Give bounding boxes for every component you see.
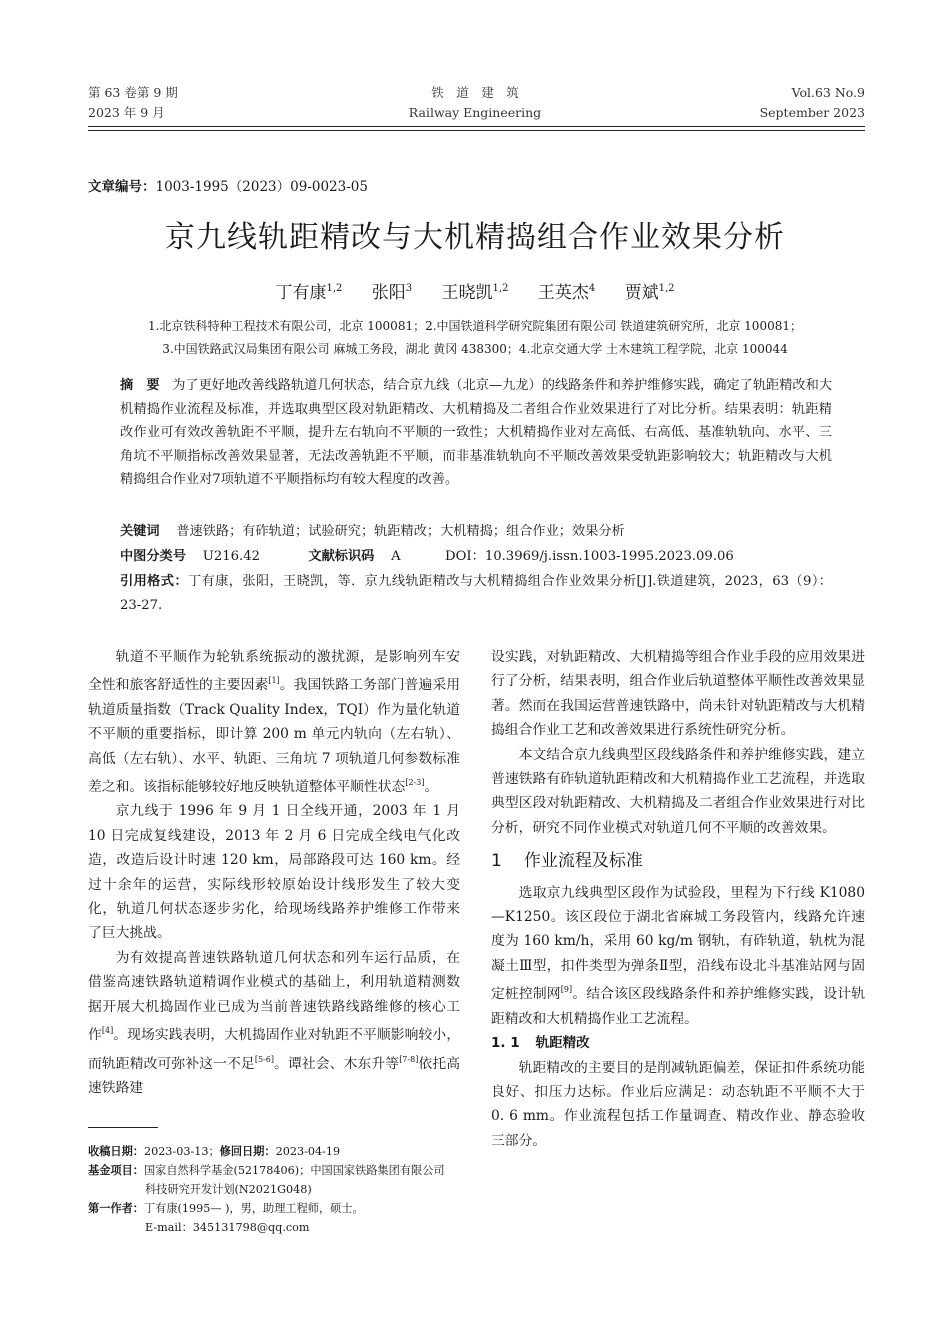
- section-heading: [491, 849, 865, 874]
- article-number: [88, 175, 368, 195]
- paragraph: 本文结合京九线典型区段线路条件和养护维修实践，建立普速铁路有砟轨道轨距精改和大机精捣作业工艺流程，并选取典型区段对轨距精改、大机精捣及二者组合作业效果进行对比分析，研究不同作业模式对轨道几何不平顺的改善效果。: [491, 746, 865, 836]
- issue-date: 2023 年 9 月: [88, 105, 165, 120]
- section-title: 作业流程及标准: [523, 851, 643, 872]
- subsection-number: 1. 1: [491, 1035, 520, 1052]
- fund: 基金项目：国家自然科学基金(52178406)；中国国家铁路集团有限公司: [88, 1164, 445, 1177]
- affiliation-line: 3.中国铁路武汉局集团有限公司 麻城工务段，湖北 黄冈 438300；4.北京交通大学 土木建筑工程学院，北京 100044: [162, 342, 788, 356]
- paragraph: 轨距精改的主要目的是削减轨距偏差，保证扣件系统功能良好、扣压力达标。作业后应满足：动态轨距不平顺不大于 0. 6 mm。作业流程包括工作量调查、精改作业、静态验收三部分。: [491, 1059, 865, 1149]
- author: 贾斌$^{1,2}$: [624, 283, 675, 303]
- paragraph: 为有效提高普速铁路轨道几何状态和列车运行品质，在借鉴高速铁路轨道精调作业模式的基础上，利用轨道精测数据开展大机捣固作业已成为当前普速铁路线路维修的核心工作[4]。现场实践表明，大机捣固作业对轨距不平顺影响较小，而轨距精改可弥补这一不足[5-6]。谭社会、木东升等[7-8]依托高速铁路建: [88, 949, 461, 1096]
- affiliation-line: 1.北京铁科特种工程技术有限公司，北京 100081；2.中国铁道科学研究院集团有限公司 铁道建筑研究所，北京 100081；: [148, 319, 802, 333]
- journal-issue-en: [600, 83, 865, 123]
- right-column: [491, 645, 865, 1153]
- abstract: [120, 374, 832, 492]
- paper-title: 京九线轨距精改与大机精捣组合作业效果分析: [165, 220, 785, 255]
- dates: 收稿日期：2023-03-13；修回日期：2023-04-19: [88, 1145, 341, 1158]
- footnote-rule: [88, 1127, 158, 1128]
- footnotes: [88, 1142, 468, 1237]
- article-number-label: 文章编号：: [88, 179, 156, 195]
- subsection-heading: [491, 1031, 865, 1055]
- header-rule: [88, 126, 865, 127]
- paragraph: 设实践，对轨距精改、大机精捣等组合作业手段的应用效果进行了分析，结果表明，组合作业后轨道整体平顺性改善效果显著。然而在我国运营普速铁路中，尚未针对轨距精改与大机精捣组合作业工艺和改善效果进行系统性研究分析。: [491, 649, 865, 739]
- abstract-text: 为了更好地改善线路轨道几何状态，结合京九线（北京—九龙）的线路条件和养护维修实践，确定了轨距精改和大机精捣作业流程及标准，并选取典型区段对轨距精改、大机精捣及二者组合作业效果进行了对比分析。结果表明：轨距精改作业可有效改善轨距不平顺，提升左右轨向不平顺的一致性；大机精捣作业对左高低、右高低、基准轨轨向、水平、三角坑不平顺指标改善效果显著，无法改善轨距不平顺，而非基准轨轨向不平顺改善效果受轨距影响较大；轨距精改与大机精捣组合作业对7项轨道不平顺指标均有较大程度的改善。: [120, 378, 833, 487]
- issue-date-en: September 2023: [759, 105, 865, 120]
- citation-text: 丁有康，张阳，王晓凯，等．京九线轨距精改与大机精捣组合作业效果分析[J].铁道建筑，2023，63（9）：23-27.: [120, 574, 832, 613]
- volume-issue: 第 63 卷第 9 期: [88, 85, 178, 100]
- citation: [120, 570, 832, 617]
- author: 王英杰$^4$: [537, 283, 596, 303]
- keywords-label: 关键词: [120, 524, 160, 539]
- author: 王晓凯$^{1,2}$: [441, 283, 509, 303]
- paragraph: 京九线于 1996 年 9 月 1 日全线开通，2003 年 1 月 10 日完成复线建设，2013 年 2 月 6 日完成全线电气化改造，改造后设计时速 120 km，局部路段可达 160 km。经过十余年的运营，实际线形较原始设计线形发生了较大变化，轨道几何状态逐步劣化，给现场线路养护维修工作带来了巨大挑战。: [88, 803, 460, 942]
- subsection-title: 轨距精改: [535, 1035, 590, 1052]
- journal-name-cn: 铁 道 建 筑: [431, 85, 519, 100]
- email: E-mail：345131798@qq.com: [145, 1221, 310, 1234]
- classification: [120, 545, 832, 569]
- clc-value: U216.42: [202, 549, 260, 564]
- left-column: [88, 645, 460, 1100]
- journal-name-en: Railway Engineering: [408, 105, 542, 120]
- paragraph: 选取京九线典型区段作为试验段，里程为下行线 K1080—K1250。该区段位于湖北省麻城工务段管内，线路允许速度为 160 km/h，采用 60 kg/m 钢轨，有砟轨道，轨枕为混凝土Ⅲ型，扣件类型为弹条Ⅱ型，沿线布设北斗基准站网与固定桩控制网[9]。结合该区段线路条件和养护维修实践，设计轨距精改和大机精捣作业工艺流程。: [491, 884, 866, 1027]
- section-number: 1: [491, 851, 502, 872]
- abstract-label: 摘 要: [120, 378, 160, 393]
- author: 张阳$^3$: [371, 283, 413, 303]
- clc-label: 中图分类号: [120, 549, 186, 564]
- first-author: 第一作者：丁有康(1995— )，男，助理工程师，硕士。: [88, 1202, 364, 1215]
- keywords: [120, 520, 832, 544]
- author: 丁有康$^{1,2}$: [275, 283, 343, 303]
- author-list: [0, 278, 950, 303]
- fund-cont: 科技研究开发计划(N2021G048): [145, 1183, 312, 1196]
- paragraph: 轨道不平顺作为轮轨系统振动的激扰源，是影响列车安全性和旅客舒适性的主要因素[1]。我国铁路工务部门普遍采用轨道质量指数（Track Quality Index，TQI）作为量化轨道不平顺的重要指标，即计算 200 m 单元内轨向（左右轨）、高低（左右轨）、水平、轨距、三角坑 7 项轨道几何参数标准差之和。该指标能够较好地反映轨道整体平顺性状态[2-3]。: [88, 649, 460, 796]
- keywords-text: 普速铁路；有砟轨道；试验研究；轨距精改；大机精捣；组合作业；效果分析: [176, 524, 625, 539]
- article-number-value: 1003-1995（2023）09-0023-05: [155, 179, 368, 195]
- volume-issue-en: Vol.63 No.9: [791, 85, 865, 100]
- citation-label: 引用格式：: [120, 574, 188, 589]
- doc-code-value: A: [391, 549, 401, 564]
- header-rule-thin: [88, 130, 865, 131]
- doi: DOI：10.3969/j.issn.1003-1995.2023.09.06: [445, 549, 734, 564]
- doc-code-label: 文献标识码: [308, 549, 375, 564]
